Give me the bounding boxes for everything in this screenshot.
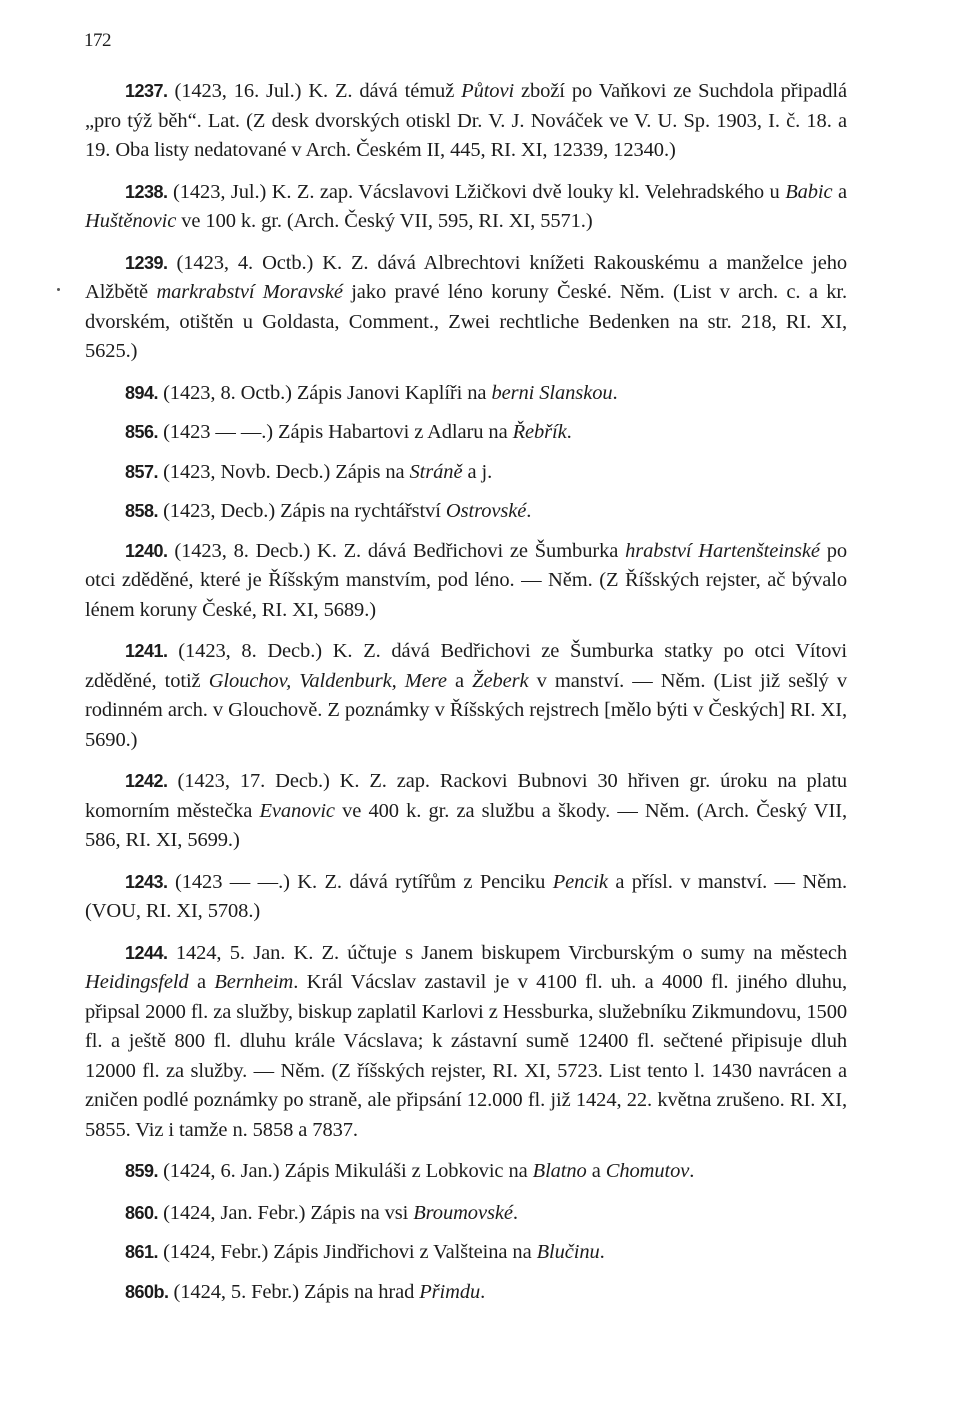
- entry-text: .: [612, 381, 618, 404]
- italic-term: Babic: [785, 180, 833, 203]
- page-number: 172: [84, 30, 111, 51]
- entry-text: a j.: [462, 460, 493, 483]
- entry-text: a: [586, 1160, 606, 1182]
- entry-number: 1237.: [125, 81, 168, 101]
- entry-858: [85, 497, 847, 527]
- italic-term: Ostrovské: [445, 500, 527, 522]
- entry-text: a přísl. v manství. — Něm. (VOU, RI. XI, 5708.): [85, 870, 847, 922]
- entry-text: (1423, Novb. Decb.) Zápis na: [158, 460, 410, 483]
- italic-term: berni Slanskou: [491, 381, 613, 404]
- entry-text: .: [512, 1201, 518, 1224]
- entry-1239: [85, 249, 847, 367]
- entry-number: 1241.: [125, 641, 168, 661]
- entry-text: zboží po Vaňkovi ze Suchdola připadlá „pro týž běh“. Lat. (Z desk dvorských otiskl Dr. V. J. Nováček ve V. U. Sp. 1903, I. č. 18. a 19. Oba listy nedatované v Arch. Českém II, 445, RI. XI, 12339, 12340.): [85, 80, 847, 161]
- entry-860b: [85, 1278, 847, 1308]
- entry-text: v manství. — Něm. (List již sešlý v rodinném arch. v Glouchově. Z poznámky v Říšských rejstrech [mělo býti v Českých] RI. XI, 5690.): [85, 669, 847, 751]
- entry-number: 857.: [125, 461, 159, 482]
- entry-text: ve 400 k. gr. za službu a škody. — Něm. (Arch. Český VII, 586, RI. XI, 5699.): [85, 799, 847, 851]
- entry-number: 1238.: [125, 181, 168, 202]
- entry-text: (1423 — —.) Zápis Habartovi z Adlaru na: [158, 421, 513, 443]
- entry-number: 861.: [125, 1242, 159, 1262]
- margin-mark: [57, 288, 60, 291]
- entry-text: .: [566, 421, 572, 443]
- italic-term: Broumovské: [413, 1201, 513, 1224]
- entry-text: (1424, Febr.) Zápis Jindřichovi z Valšteina na: [158, 1241, 537, 1263]
- entry-number: 856.: [125, 422, 159, 442]
- entry-1237: [85, 77, 847, 166]
- italic-term: Žeberk: [472, 669, 529, 692]
- entry-text: (1423, Jul.) K. Z. zap. Vácslavovi Lžičkovi dvě louky kl. Velehradského u: [167, 180, 786, 203]
- entry-text: .: [526, 500, 532, 522]
- document-body: [85, 77, 847, 1317]
- italic-term: Přimdu: [419, 1280, 481, 1303]
- entry-1240: [85, 537, 847, 626]
- entry-text: (1423, Decb.) Zápis na rychtářství: [158, 500, 446, 522]
- entry-text: (1423, 4. Octb.) K. Z. dává Albrechtovi knížeti Rakouskému a manželce jeho Alžbětě: [85, 251, 847, 303]
- italic-term: Půtovi: [461, 80, 515, 102]
- italic-term: Evanovic: [259, 799, 335, 822]
- entry-1241: [85, 637, 847, 755]
- entry-857: [85, 458, 847, 488]
- entry-1238: [85, 178, 847, 237]
- entry-text: (1424, 6. Jan.) Zápis Mikuláši z Lobkovic na: [158, 1160, 533, 1182]
- entry-text: .: [480, 1280, 486, 1303]
- entry-text: (1423 — —.) K. Z. dává rytířům z Penciku: [167, 870, 553, 893]
- entry-number: 860b.: [125, 1281, 169, 1302]
- entry-text: (1423, 17. Decb.) K. Z. zap. Rackovi Bubnovi 30 hřiven gr. úroku na platu komorním městečka: [85, 770, 847, 822]
- entry-1244: [85, 939, 847, 1146]
- entry-text: (1424, Jan. Febr.) Zápis na vsi: [158, 1201, 414, 1224]
- italic-term: Stráně: [409, 460, 463, 483]
- entry-text: (1423, 8. Decb.) K. Z. dává Bedřichovi ze Šumburka statky po otci Vítovi zděděné, totiž: [85, 640, 847, 692]
- italic-term: hrabství Hartenšteinské: [625, 539, 820, 562]
- entry-859: [85, 1157, 847, 1187]
- entry-text: po otci zděděné, které je Říšským manstvím, pod léno. — Něm. (Z Říšských rejster, ač bývalo lénem koruny České, RI. XI, 5689.): [85, 539, 848, 621]
- entry-number: 1244.: [125, 942, 168, 963]
- italic-term: Blučinu: [536, 1241, 600, 1263]
- entry-number: 1243.: [125, 871, 168, 892]
- italic-term: Heidingsfeld: [85, 971, 189, 993]
- italic-term: markrabství Moravské: [156, 281, 343, 303]
- entry-number: 1242.: [125, 771, 168, 791]
- entry-text: (1423, 8. Decb.) K. Z. dává Bedřichovi ze Šumburka: [167, 539, 626, 562]
- entry-text: a: [446, 669, 473, 692]
- italic-term: Glouchov, Valdenburk, Mere: [208, 669, 447, 692]
- entry-894: [85, 379, 847, 409]
- entry-text: .: [689, 1160, 695, 1182]
- entry-number: 894.: [125, 382, 159, 403]
- entry-text: a: [188, 971, 215, 993]
- entry-1243: [85, 868, 847, 927]
- entry-number: 1239.: [125, 252, 168, 273]
- entry-number: 1240.: [125, 540, 168, 561]
- entry-number: 858.: [125, 501, 159, 521]
- entry-856: [85, 418, 847, 448]
- italic-term: Pencik: [552, 870, 608, 893]
- entry-text: (1423, 8. Octb.) Zápis Janovi Kaplíři na: [158, 381, 492, 404]
- entry-text: a: [832, 180, 847, 203]
- italic-term: Blatno: [532, 1160, 587, 1182]
- entry-text: ve 100 k. gr. (Arch. Český VII, 595, RI. XI, 5571.): [176, 210, 593, 232]
- entry-text: . Král Vácslav zastavil je v 4100 fl. uh. a 4000 fl. jiného dluhu, připsal 2000 fl. za služby, biskup zaplatil Karlovi z Hessburka, služebníku Zikmundovu, 1500 fl. a ještě 800 fl. dluhu krále Vácslava; k zástavní sumě 12400 fl. sečtené připisuje dluh 12000 fl. za služby. — Něm. (Z říšských rejster, RI. XI, 5723. List tento l. 1430 navrácen a zničen podlé poznámky po straně, ale připsání 12.000 fl. již 1424, 22. května zrušeno. RI. XI, 5855. Viz i tamže n. 5858 a 7837.: [85, 971, 847, 1141]
- entry-860: [85, 1199, 847, 1229]
- italic-term: Bernheim: [214, 971, 294, 993]
- entry-861: [85, 1238, 847, 1268]
- italic-term: Řebřík: [512, 421, 567, 443]
- entry-text: jako pravé léno koruny České. Něm. (List v arch. c. a kr. dvorském, otištěn u Goldasta, Comment., Zwei rechtliche Bedenken na str. 218, RI. XI, 5625.): [85, 281, 847, 362]
- italic-term: Huštěnovic: [85, 210, 177, 232]
- entry-number: 859.: [125, 1161, 159, 1181]
- entry-text: (1424, 5. Febr.) Zápis na hrad: [168, 1280, 420, 1303]
- entry-number: 860.: [125, 1202, 159, 1223]
- italic-term: Chomutov: [605, 1160, 690, 1182]
- entry-text: .: [599, 1241, 605, 1263]
- entry-text: 1424, 5. Jan. K. Z. účtuje s Janem biskupem Vircburským o sumy na městech: [167, 941, 847, 964]
- entry-text: (1423, 16. Jul.) K. Z. dává témuž: [167, 80, 462, 102]
- entry-1242: [85, 767, 847, 856]
